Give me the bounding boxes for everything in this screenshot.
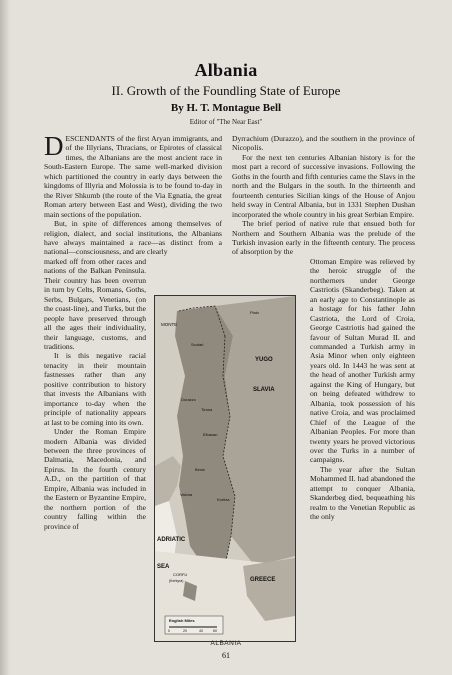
albania-map xyxy=(154,295,296,642)
map-label-durazzo: Durazzo xyxy=(181,397,196,402)
opening-paragraph xyxy=(44,131,222,219)
map-scale-tick-3: 60 xyxy=(213,629,217,633)
article-subtitle: II. Growth of the Foundling State of Europe xyxy=(111,83,341,98)
page-number: 61 xyxy=(222,651,230,660)
paragraph-invasions: For the next ten centuries Albanian history is for the most part a record of successive invasions. Following the Goths in the fourth and fifth centuries came the Slavs in the north and the Bulgars in the south. In the thirteenth and fourteenth centuries Sicilian kings of the House of Anjou held sway in Central Albania, but in 1331 Stephen Dushan incorporated the whole country in his great Serbian Empire. xyxy=(232,152,415,219)
map-label-adriatic: ADRIATIC xyxy=(157,537,186,543)
map-scale-tick-0: 0 xyxy=(168,629,170,633)
article-byline: By H. T. Montague Bell xyxy=(170,102,282,114)
map-label-corfu: CORFU xyxy=(173,572,188,577)
map-label-kerkyra: (Kerkyra) xyxy=(169,579,184,583)
opening-text: ESCENDANTS of the first Aryan immigrants, and of the Illyrians, Thracians, or Epirotes of classical times, the Albanians are the most ancient race in South-Eastern Europe. The same well-marked division which partitioned the country in early days between the kingdoms of Illyria and Molossia is to be found to-day in the River Shkumb (the route of the Via Egnatia, the great Roman artery between East and West), dividing the two main sections of the population. xyxy=(44,134,222,219)
map-label-yugo: YUGO xyxy=(255,357,273,363)
paragraph-skanderbeg: Ottoman Empire was relieved by the heroic struggle of the northerners under George Castriotis (Skanderbeg). Taken at an early age to Constantinople as a hostage for his father John Castriota, the Lord of Croia, George Castriotis had gained the favour of Sultan Murad II. and commanded a Turkish army in Asia Minor when only eighteen years old. In 1443 he was sent at the head of another Turkish army against the King of Hungary, but on being defeated withdrew to Albania, took possession of his native Croia, and was proclaimed Chief of the League of the Albanian Peoples. For more than twenty years he proved victorious over the Turks in a number of campaigns. xyxy=(310,256,415,465)
running-footer-title: ALBANIA xyxy=(210,640,242,647)
author-credential: Editor of "The Near East" xyxy=(189,118,263,126)
map-label-scutari: Scutari xyxy=(191,342,204,347)
map-scale-title: English Miles xyxy=(169,618,195,623)
paragraph-mohammed: The year after the Sultan Mohammed II. had abandoned the attempt to conquer Albania, Skanderbeg died, bequeathing his realm to the Venetian Republic as the only xyxy=(310,464,415,522)
map-scale-tick-2: 40 xyxy=(199,629,203,633)
article-title: Albania xyxy=(194,60,258,80)
map-label-slavia: SLAVIA xyxy=(253,387,275,393)
map-label-greece: GREECE xyxy=(250,577,276,583)
map-label-tirana: Tirana xyxy=(201,407,213,412)
paragraph-continuation: Dyrrachium (Durazzo), and the southern in the province of Nicopolis. xyxy=(232,134,415,153)
paragraph-narrow: marked off from other races and nations of the Balkan Peninsula. Their country has been overrun in turn by Celts, Romans, Goths, Serbs, Bulgars, Venetians, (on the coast-line), and Turks, but the people have preserved through all the ages their individuality, their language, customs, and traditions. xyxy=(44,256,146,351)
map-label-montenegro: MONTE xyxy=(161,322,178,327)
map-label-elbasan: Elbasan xyxy=(203,432,218,437)
paragraph-wide: But, in spite of differences among themselves of religion, dialect, and social institutions, the Albanians have always maintained a race—as distinct from a national—consciousness, and are clearly xyxy=(44,219,222,257)
map-label-plain: Plain xyxy=(250,310,259,315)
map-label-berat: Berat xyxy=(195,467,205,472)
paragraph-native-rule: The brief period of native rule that ensued both for Northern and Southern Albania was the prelude of the Turkish invasion early in the fifteenth century. The process of absorption by the xyxy=(232,219,415,257)
drop-cap: D xyxy=(44,131,64,161)
map-scale-tick-1: 20 xyxy=(183,629,187,633)
left-narrow-block xyxy=(44,257,146,531)
paragraph-racial-tenacity: It is this negative racial tenacity in their mountain fastnesses rather than any positive contribution to history that invests the Albanians with importance to-day when the principle of nationality appears at last to be coming into its own. xyxy=(44,351,146,427)
right-narrow-block xyxy=(310,257,415,522)
map-label-koritza: Koritza xyxy=(217,497,230,502)
map-label-valona: Valona xyxy=(180,492,193,497)
map-label-sea: SEA xyxy=(157,564,170,570)
paragraph-roman-empire: Under the Roman Empire modern Albania was divided between the three provinces of Dalmatia, Macedonia, and Epirus. In the fourth century A.D., on the partition of that Empire, Albania was included in the Eastern or Byzantine Empire, the northern portion of the country falling within the province of xyxy=(44,427,146,531)
map-svg xyxy=(155,296,295,641)
